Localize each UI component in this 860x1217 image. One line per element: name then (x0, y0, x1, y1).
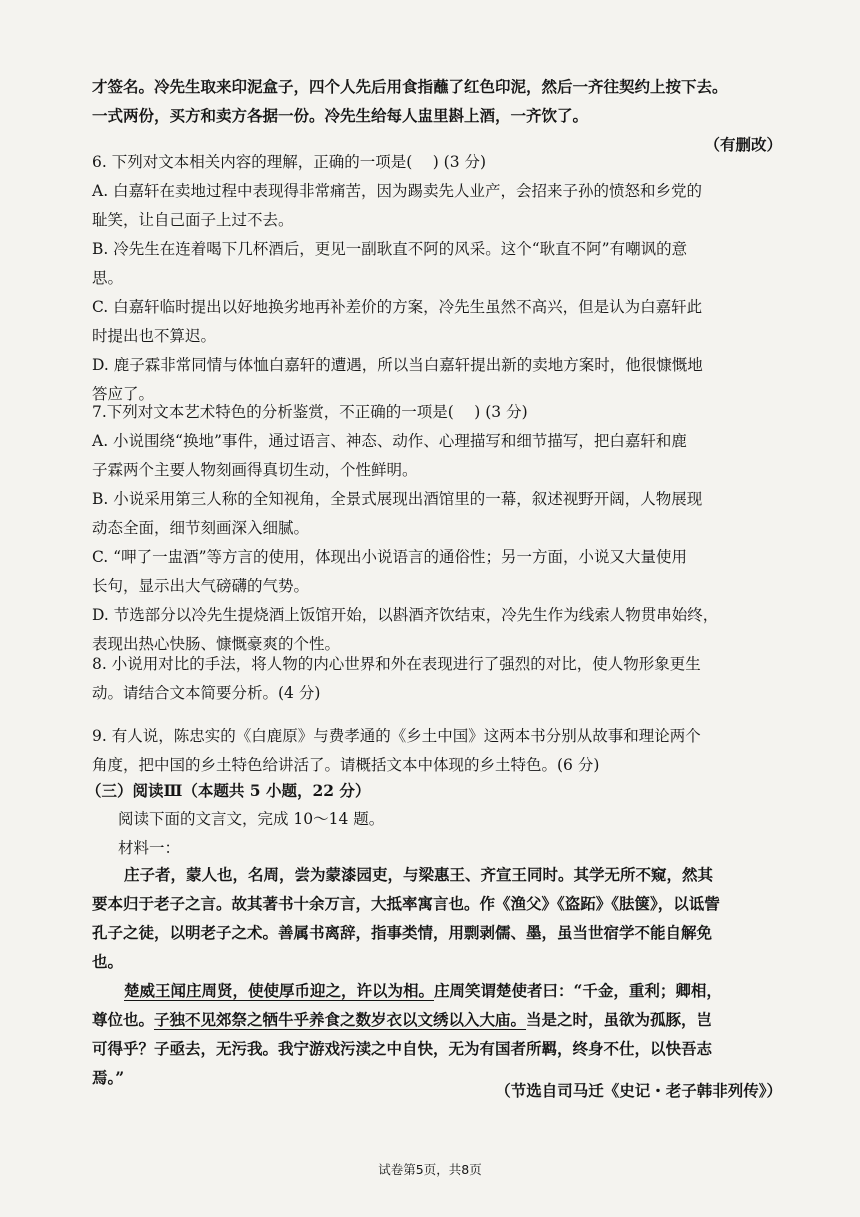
underlined-sentence: 子独不见郊祭之牺牛乎养食之数岁衣以文绣以入大庙。 (154, 1010, 527, 1029)
option-a-cont: 子霖两个主要人物刻画得真切生动，个性鲜明。 (92, 461, 418, 479)
passage-line: 一式两份，买方和卖方各据一份。冷先生给每人盅里斟上酒，一齐饮了。 (92, 106, 589, 125)
passage-line (92, 976, 782, 1005)
passage-text: 尊位也。 (92, 1010, 155, 1029)
source-text: （节选自司马迁《史记・老子韩非列传》） (495, 1081, 782, 1100)
passage-line: 庄子者，蒙人也，名周，尝为蒙漆园吏，与梁惠王、齐宣王同时。其学无所不窥，然其 (124, 865, 714, 884)
question-8 (92, 650, 782, 708)
passage-line: 焉。” (92, 1068, 125, 1087)
question-stem: 9. 有人说，陈忠实的《白鹿原》与费孝通的《乡土中国》这两本书分别从故事和理论两个 (92, 727, 701, 745)
passage-line (92, 1005, 782, 1034)
passage-line: 也。 (92, 952, 124, 971)
passage-line: 可得乎？子亟去，无污我。我宁游戏污渎之中自快，无为有国者所羁，终身不仕，以快吾志 (92, 1039, 713, 1058)
question-6 (92, 148, 782, 409)
question-stem: 6. 下列对文本相关内容的理解，正确的一项是( ) (3 分) (92, 153, 487, 171)
option-c-cont: 长句，显示出大气磅礴的气势。 (92, 577, 310, 595)
question-7 (92, 398, 782, 659)
section-instruction: 阅读下面的文言文，完成 10～14 题。 (118, 810, 385, 828)
option-d-cont: 答应了。 (92, 385, 155, 403)
edit-note: （有删改） (704, 135, 782, 154)
question-stem: 7.下列对文本艺术特色的分析鉴赏，不正确的一项是( ) (3 分) (92, 403, 528, 421)
option-a-cont: 耻笑，让自己面子上过不去。 (92, 211, 294, 229)
passage-text: 当是之时，虽欲为孤豚，岂 (526, 1010, 713, 1029)
question-9 (92, 722, 782, 780)
passage-line: 要本归于老子之言。故其著书十余万言，大抵率寓言也。作《渔父》《盗跖》《胠箧》，以诋訾 (92, 894, 720, 913)
source-citation (92, 1076, 782, 1105)
option-d: D. 节选部分以冷先生提烧酒上饭馆开始，以斟酒齐饮结束，冷先生作为线索人物贯串始终， (92, 606, 719, 624)
passage-tail (92, 72, 782, 159)
option-d-cont: 表现出热心快肠、慷慨豪爽的个性。 (92, 635, 341, 653)
question-stem-cont: 动。请结合文本简要分析。(4 分) (92, 684, 321, 702)
passage-line: 孔子之徒，以明老子之术。善属书离辞，指事类情，用剽剥儒、墨，虽当世宿学不能自解免 (92, 923, 713, 942)
option-c-cont: 时提出也不算迟。 (92, 327, 217, 345)
option-a: A. 白嘉轩在卖地过程中表现得非常痛苦，因为踢卖先人业产，会招来子孙的愤怒和乡党的 (92, 182, 703, 200)
option-c: C. “呷了一盅酒”等方言的使用，体现出小说语言的通俗性；另一方面，小说又大量使用 (92, 548, 688, 566)
option-b: B. 小说采用第三人称的全知视角，全景式展现出酒馆里的一幕，叙述视野开阔，人物展现 (92, 490, 703, 508)
option-a: A. 小说围绕“换地”事件，通过语言、神态、动作、心理描写和细节描写，把白嘉轩和鹿 (92, 432, 687, 450)
material-label: 材料一： (118, 839, 181, 857)
section-heading: （三）阅读Ⅲ（本题共 5 小题，22 分） (86, 781, 371, 800)
page-footer: 试卷第5页，共8页 (378, 1162, 482, 1177)
passage-text: 庄周笑谓楚使者曰：“千金，重利；卿相， (434, 981, 722, 1000)
classical-passage (92, 860, 782, 1092)
underlined-sentence: 楚威王闻庄周贤，使使厚币迎之，许以为相。 (124, 981, 435, 1000)
passage-line: 才签名。冷先生取来印泥盒子，四个人先后用食指蘸了红色印泥，然后一齐往契约上按下去。 (92, 77, 728, 96)
question-stem-cont: 角度，把中国的乡土特色给讲活了。请概括文本中体现的乡土特色。(6 分) (92, 756, 600, 774)
option-c: C. 白嘉轩临时提出以好地换劣地再补差价的方案，冷先生虽然不高兴，但是认为白嘉轩此 (92, 298, 703, 316)
option-b: B. 冷先生在连着喝下几杯酒后，更见一副耿直不阿的风采。这个“耿直不阿”有嘲讽的意 (92, 240, 688, 258)
question-stem: 8. 小说用对比的手法，将人物的内心世界和外在表现进行了强烈的对比，使人物形象更生 (92, 655, 701, 673)
option-d: D. 鹿子霖非常同情与体恤白嘉轩的遭遇，所以当白嘉轩提出新的卖地方案时，他很慷慨地 (92, 356, 703, 374)
option-b-cont: 动态全面，细节刻画深入细腻。 (92, 519, 310, 537)
section-3 (86, 776, 776, 863)
option-b-cont: 思。 (92, 269, 124, 287)
